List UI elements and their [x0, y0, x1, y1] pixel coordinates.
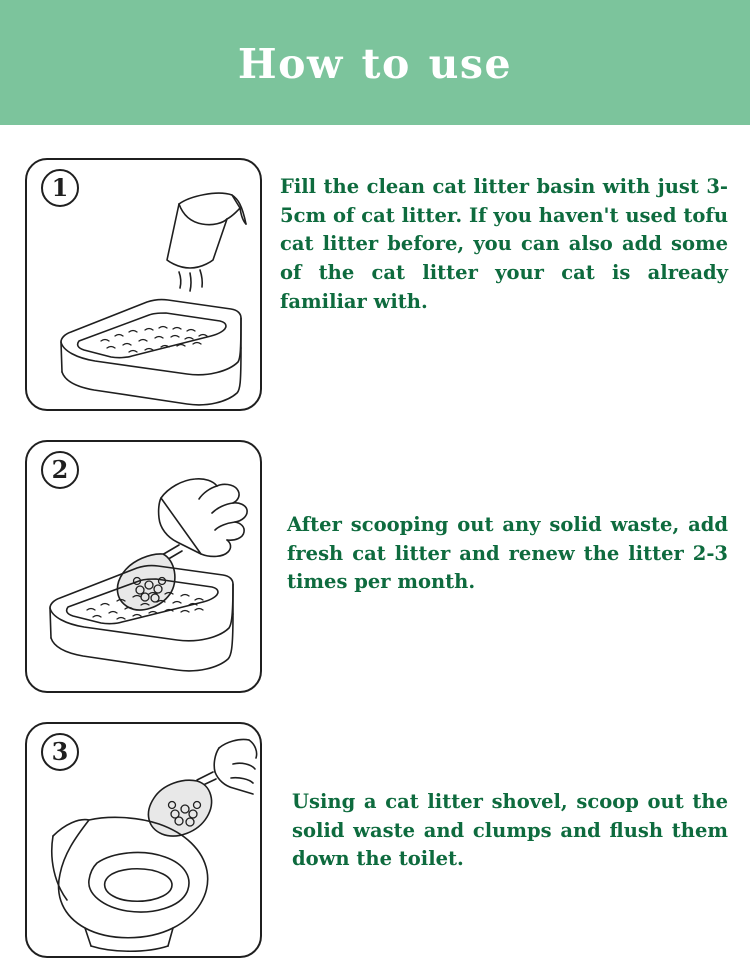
list-item — [0, 125, 750, 411]
header-band — [0, 0, 750, 125]
step-illustration-2 — [25, 440, 262, 693]
list-item — [0, 693, 750, 958]
step-description: Fill the clean cat litter basin with just 3-5cm of cat litter. If you haven't used tofu cat litter before, you can also add some of the cat litter your cat is already familiar with. — [280, 175, 728, 313]
step-illustration-1 — [25, 158, 262, 411]
list-item — [0, 411, 750, 693]
step-description: After scooping out any solid waste, add fresh cat litter and renew the litter 2-3 times per month. — [287, 513, 728, 594]
page-title: How to use — [237, 39, 513, 88]
step-number-label: 3 — [51, 737, 69, 766]
step-number-label: 1 — [51, 173, 69, 202]
step-illustration-3 — [25, 722, 262, 958]
step-number-label: 2 — [51, 455, 69, 484]
step-number-badge-3 — [41, 733, 83, 775]
steps-list — [0, 125, 750, 958]
step-number-badge-2 — [41, 451, 83, 493]
step-text-col-1 — [262, 125, 750, 316]
step-number-badge-1 — [41, 169, 83, 211]
step-description: Using a cat litter shovel, scoop out the solid waste and clumps and flush them down the toilet. — [292, 790, 728, 871]
step-text-col-3 — [262, 693, 750, 874]
step-text-col-2 — [262, 411, 750, 597]
